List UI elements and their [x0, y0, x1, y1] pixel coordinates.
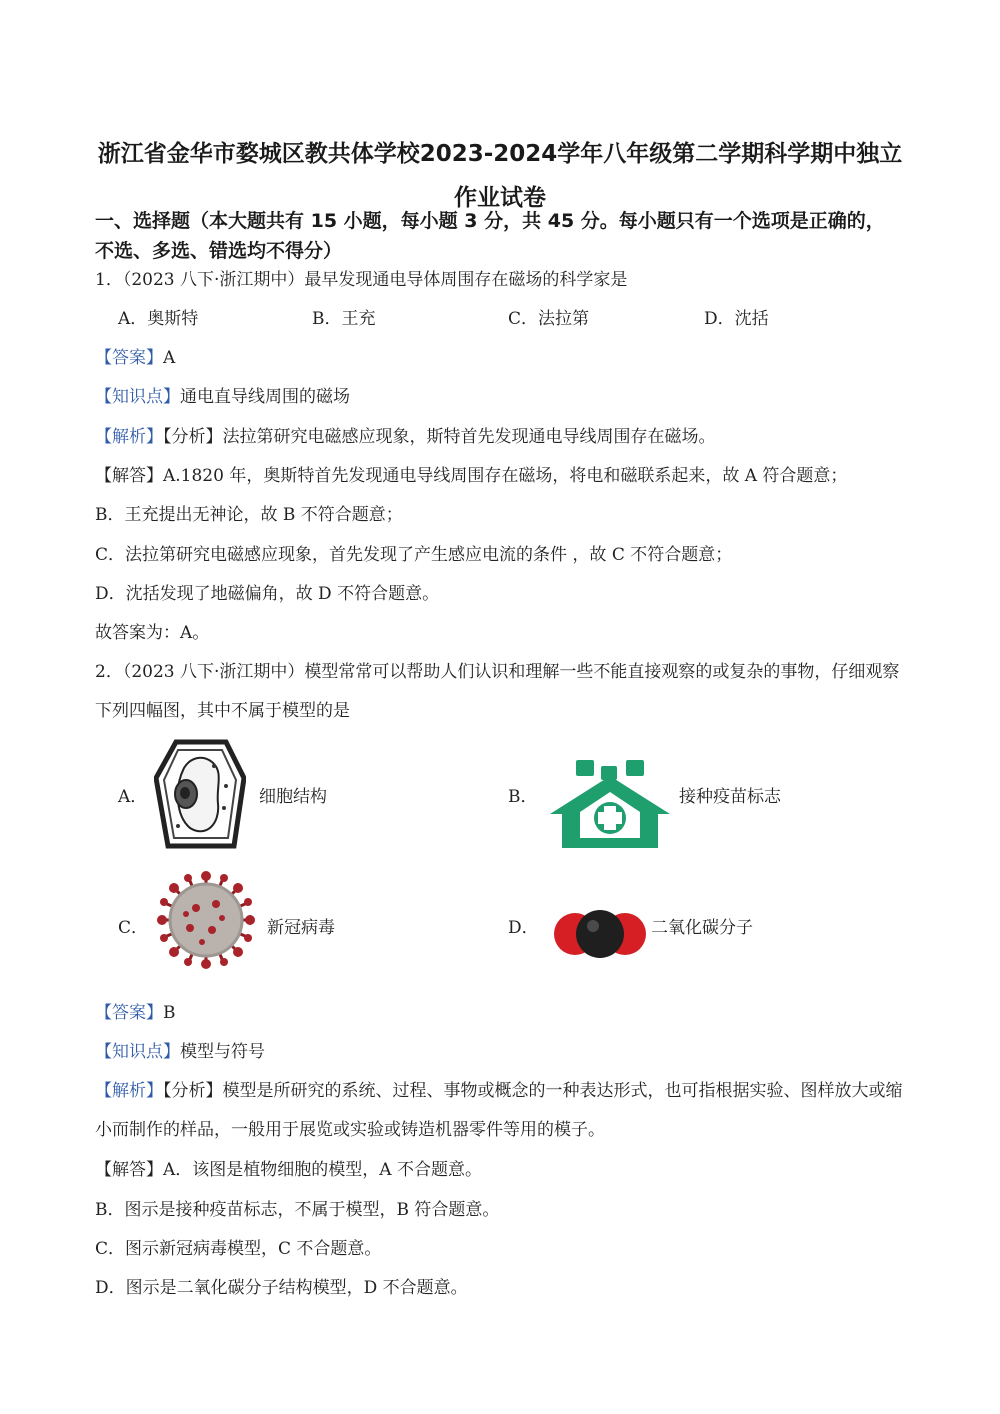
q1-analysis — [95, 423, 915, 451]
q2-option-b-caption: 接种疫苗标志 — [679, 787, 781, 807]
plant-cell-icon — [154, 738, 246, 850]
q2-knowledge — [95, 1038, 915, 1066]
q2-option-c-letter: C． — [118, 918, 149, 938]
vaccination-sign-icon — [546, 756, 674, 852]
answer-value: A — [163, 348, 176, 368]
section-heading — [95, 206, 915, 266]
q1-option-a: A．奥斯特 — [118, 309, 199, 329]
title-line-1: 浙江省金华市婺城区教共体学校2023-2024学年八年级第二学期科学期中独立 — [97, 141, 903, 167]
q2-option-a-letter: A． — [118, 787, 148, 807]
q2-solution-2: B．图示是接种疫苗标志，不属于模型，B 符合题意。 — [95, 1200, 500, 1220]
answer-tag: 【答案】 — [95, 1003, 163, 1023]
analysis-text: 【分析】模型是所研究的系统、过程、事物或概念的一种表达形式，也可指根据实验、图样放大或缩小而制作的样品，一般用于展览或实验或铸造机器零件等用的模子。 — [95, 1081, 903, 1140]
q2-analysis — [95, 1072, 915, 1150]
q1-option-d: D．沈括 — [704, 309, 769, 329]
title-line-2: 作业试卷 — [454, 185, 546, 211]
analysis-text: 【分析】法拉第研究电磁感应现象，斯特首先发现通电导线周围存在磁场。 — [163, 427, 716, 447]
q2-solution-4: D．图示是二氧化碳分子结构模型，D 不合题意。 — [95, 1278, 468, 1298]
q1-solution-3: C．法拉第研究电磁感应现象，首先发现了产生感应电流的条件 ，故 C 不符合题意； — [95, 545, 733, 565]
q1-solution-4: D．沈括发现了地磁偏角，故 D 不符合题意。 — [95, 584, 440, 604]
answer-tag: 【答案】 — [95, 348, 163, 368]
knowledge-value: 通电直导线周围的磁场 — [180, 387, 350, 407]
q2-option-a-caption: 细胞结构 — [259, 787, 327, 807]
section-heading-line-2: 不选、多选、错选均不得分） — [95, 240, 343, 262]
coronavirus-icon — [156, 870, 256, 970]
answer-value: B — [163, 1003, 176, 1023]
q1-knowledge — [95, 383, 915, 411]
q2-option-b-letter: B． — [508, 787, 538, 807]
q2-solution-1: 【解答】A．该图是植物细胞的模型，A 不合题意。 — [95, 1160, 482, 1180]
q1-final-answer: 故答案为：A。 — [95, 623, 210, 643]
q2-solution-3: C．图示新冠病毒模型，C 不合题意。 — [95, 1239, 382, 1259]
q2-option-c-caption: 新冠病毒 — [267, 918, 335, 938]
q1-option-c: C．法拉第 — [508, 309, 590, 329]
q2-option-d-letter: D． — [508, 918, 539, 938]
q2-stem: 2．（2023 八下·浙江期中）模型常常可以帮助人们认识和理解一些不能直接观察的或复杂的事物，仔细观察下列四幅图，其中不属于模型的是 — [95, 662, 900, 721]
analysis-tag: 【解析】 — [95, 1081, 163, 1101]
analysis-tag: 【解析】 — [95, 427, 163, 447]
q2-option-d-caption: 二氧化碳分子 — [651, 918, 753, 938]
knowledge-tag: 【知识点】 — [95, 387, 180, 407]
q2-answer — [95, 999, 915, 1027]
q1-solution-2: B．王充提出无神论，故 B 不符合题意； — [95, 505, 403, 525]
q1-answer — [95, 344, 915, 372]
q1-option-b: B．王充 — [312, 309, 376, 329]
knowledge-tag: 【知识点】 — [95, 1042, 180, 1062]
knowledge-value: 模型与符号 — [180, 1042, 265, 1062]
q1-stem: 1．（2023 八下·浙江期中）最早发现通电导体周围存在磁场的科学家是 — [95, 270, 628, 290]
q1-solution-1: 【解答】A.1820 年，奥斯特首先发现通电导线周围存在磁场，将电和磁联系起来，故 A 符合题意； — [95, 466, 848, 486]
section-heading-line-1: 一、选择题（本大题共有 15 小题，每小题 3 分，共 45 分。每小题只有一个选项是正确的， — [95, 210, 885, 232]
co2-molecule-icon — [553, 906, 647, 962]
